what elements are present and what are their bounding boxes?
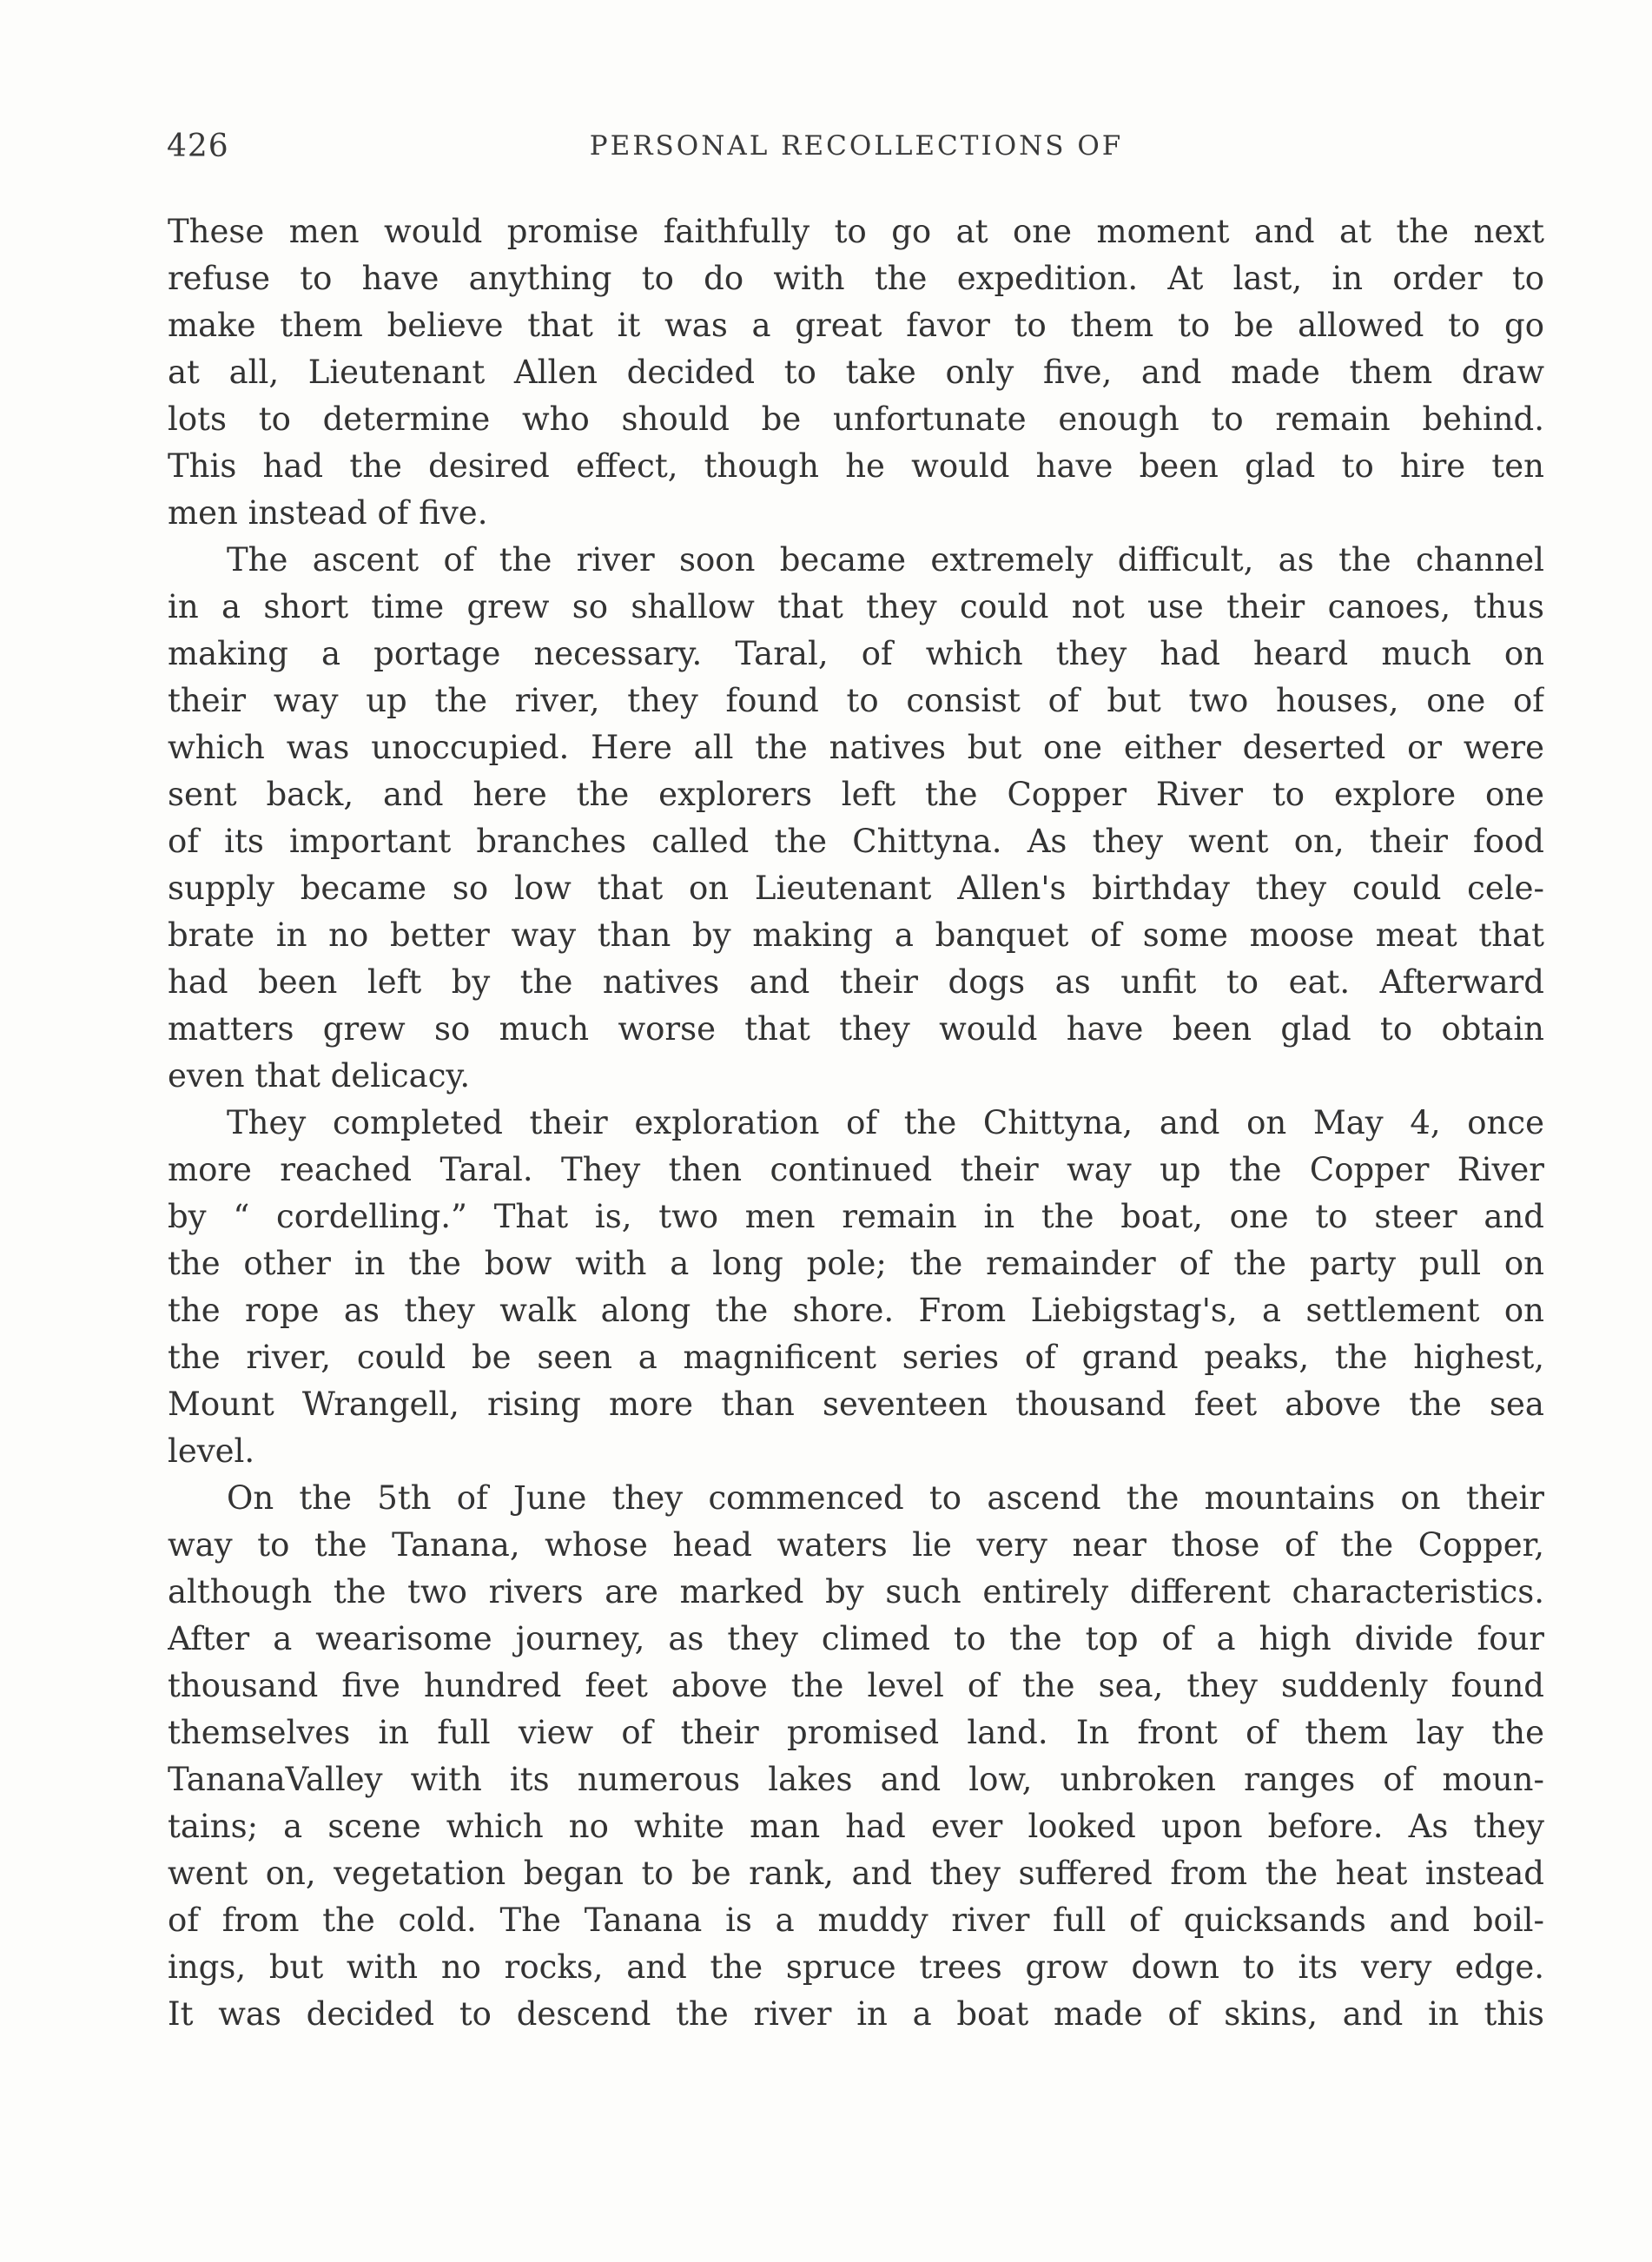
text-line: the other in the bow with a long pole; the remainder of the party pull on	[168, 1245, 1544, 1282]
text-line: TananaValley with its numerous lakes and low, unbroken ranges of moun-	[168, 1761, 1544, 1798]
text-line: They completed their exploration of the Chittyna, and on May 4, once	[227, 1104, 1544, 1141]
text-line: had been left by the natives and their dogs as unfit to eat. Afterward	[168, 963, 1544, 1001]
text-line: went on, vegetation began to be rank, and they suffered from the heat instead	[168, 1855, 1544, 1892]
text-line: by “ cordelling.” That is, two men remain in the boat, one to steer and	[168, 1198, 1544, 1235]
text-line: thousand five hundred feet above the level of the sea, they suddenly found	[168, 1667, 1544, 1704]
page-header	[167, 129, 1546, 181]
text-line: make them believe that it was a great favor to them to be allowed to go	[168, 307, 1544, 344]
text-line: level.	[168, 1432, 255, 1470]
text-line: It was decided to descend the river in a boat made of skins, and in this	[168, 1995, 1544, 2033]
text-line: men instead of five.	[168, 494, 488, 532]
text-line: These men would promise faithfully to go at one moment and at the next	[168, 213, 1544, 250]
paragraph	[168, 537, 1544, 1100]
text-line: matters grew so much worse that they would have been glad to obtain	[168, 1010, 1544, 1048]
page-number: 426	[167, 129, 229, 164]
paragraph	[168, 1475, 1544, 2038]
running-head: PERSONAL RECOLLECTIONS OF	[589, 130, 1124, 162]
text-line: tains; a scene which no white man had ever looked upon before. As they	[168, 1808, 1544, 1845]
text-line: themselves in full view of their promised land. In front of them lay the	[168, 1714, 1544, 1751]
text-line: of its important branches called the Chittyna. As they went on, their food	[168, 823, 1544, 860]
text-line: more reached Taral. They then continued their way up the Copper River	[168, 1151, 1544, 1188]
text-line: way to the Tanana, whose head waters lie very near those of the Copper,	[168, 1526, 1544, 1564]
text-line: This had the desired effect, though he would have been glad to hire ten	[168, 447, 1544, 485]
text-line: which was unoccupied. Here all the natives but one either deserted or were	[168, 729, 1544, 766]
text-line: lots to determine who should be unfortunate enough to remain behind.	[168, 400, 1544, 438]
text-line: although the two rivers are marked by such entirely different characteristics.	[168, 1573, 1544, 1611]
text-line: the river, could be seen a magnificent series of grand peaks, the highest,	[168, 1339, 1544, 1376]
text-line: even that delicacy.	[168, 1057, 471, 1095]
text-line: of from the cold. The Tanana is a muddy river full of quicksands and boil-	[168, 1902, 1544, 1939]
text-line: ings, but with no rocks, and the spruce trees grow down to its very edge.	[168, 1948, 1544, 1986]
text-line: making a portage necessary. Taral, of which they had heard much on	[168, 635, 1544, 672]
paragraph	[168, 1100, 1544, 1475]
text-line: supply became so low that on Lieutenant Allen's birthday they could cele-	[168, 870, 1544, 907]
text-line: refuse to have anything to do with the expedition. At last, in order to	[168, 260, 1544, 297]
text-line: The ascent of the river soon became extremely difficult, as the channel	[227, 541, 1544, 579]
body-text	[168, 208, 1544, 2038]
text-line: After a wearisome journey, as they climed to the top of a high divide four	[168, 1620, 1544, 1657]
text-line: On the 5th of June they commenced to ascend the mountains on their	[227, 1479, 1544, 1517]
text-line: Mount Wrangell, rising more than seventeen thousand feet above the sea	[168, 1386, 1544, 1423]
text-line: sent back, and here the explorers left the Copper River to explore one	[168, 776, 1544, 813]
text-line: their way up the river, they found to consist of but two houses, one of	[168, 682, 1544, 719]
text-line: in a short time grew so shallow that they could not use their canoes, thus	[168, 588, 1544, 625]
paragraph	[168, 208, 1544, 537]
text-line: at all, Lieutenant Allen decided to take only five, and made them draw	[168, 354, 1544, 391]
text-line: brate in no better way than by making a banquet of some moose meat that	[168, 916, 1544, 954]
text-line: the rope as they walk along the shore. From Liebigstag's, a settlement on	[168, 1292, 1544, 1329]
